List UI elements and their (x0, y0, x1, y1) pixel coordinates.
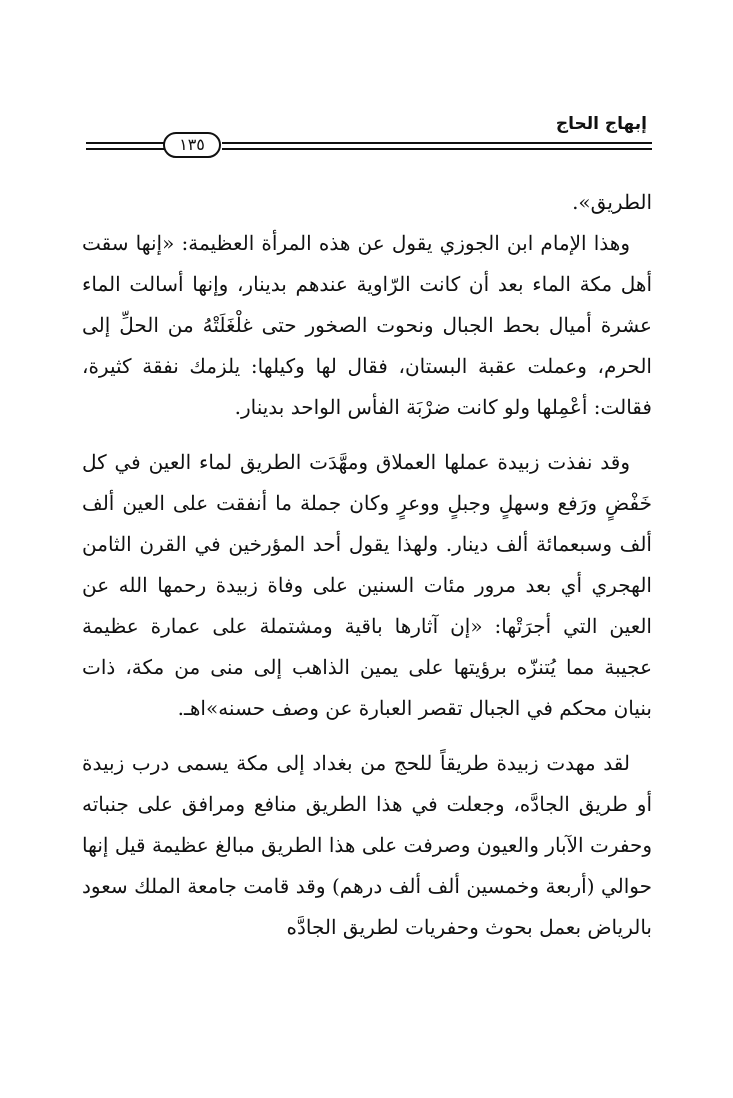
header-rule-left-bottom (86, 148, 164, 150)
paragraph-2: وهذا الإمام ابن الجوزي يقول عن هذه المرأة العظيمة: «إنها سقت أهل مكة الماء بعد أن كانت الرّاوية عندهم بدينار، وإنها أسالت الماء عشرة أميال بحط الجبال ونحوت الصخور حتى غلْغَلَتْهُ من الحلِّ إلى الحرم، وعملت عقبة البستان، فقال لها وكيلها: يلزمك نفقة كثيرة، فقالت: أعْمِلها ولو كانت ضرْبَة الفأس الواحد بدينار. (82, 231, 652, 419)
header-rule-right-bottom (222, 148, 652, 150)
paragraph-1: الطريق». (572, 190, 652, 214)
page-number: ١٣٥ (163, 132, 221, 158)
running-title: إبهاج الحاج (555, 114, 647, 134)
body-text (82, 182, 652, 948)
header-rule-left-top (86, 142, 164, 144)
paragraph-3: وقد نفذت زبيدة عملها العملاق ومهَّدَت الطريق لماء العين في كل خَفْضٍ ورَفع وسهلٍ وجبلٍ ووعرٍ وكان جملة ما أنفقت على العين ألف ألف وسبعمائة ألف دينار. ولهذا يقول أحد المؤرخين في القرن الثامن الهجري أي بعد مرور مئات السنين على وفاة زبيدة رحمها الله عن العين التي أجرَتْها: «إن آثارها باقية ومشتملة على عمارة عظيمة عجيبة مما يُتنزّه برؤيتها على يمين الذاهب إلى منى من مكة، ذات بنيان محكم في الجبال تقصر العبارة عن وصف حسنه»اهـ. (82, 450, 652, 720)
paragraph-4: لقد مهدت زبيدة طريقاً للحج من بغداد إلى مكة يسمى درب زبيدة أو طريق الجادَّه، وجعلت في هذا الطريق منافع ومرافق على جنباته وحفرت الآبار والعيون وصرفت على هذا الطريق مبالغ عظيمة قيل إنها حوالي (أربعة وخمسين ألف ألف درهم) وقد قامت جامعة الملك سعود بالرياض بعمل بحوث وحفريات لطريق الجادَّه (82, 751, 652, 939)
header-rule-right-top (222, 142, 652, 144)
